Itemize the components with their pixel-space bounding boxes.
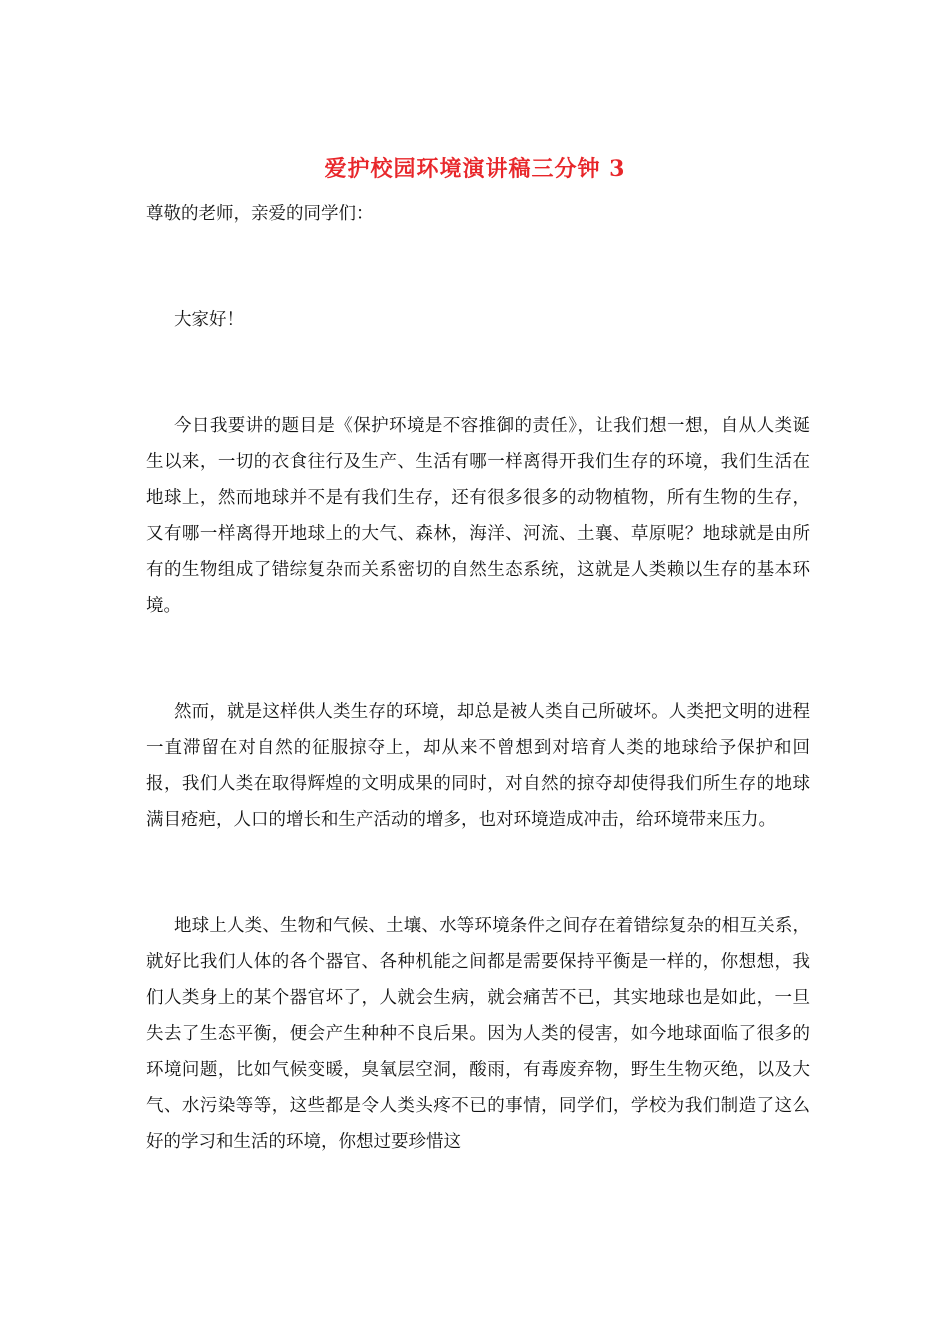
paragraph-greeting: 大家好！ xyxy=(174,310,244,330)
document-title: 爱护校园环境演讲稿三分钟 3 xyxy=(324,156,626,182)
document-body xyxy=(146,196,810,1160)
paragraph-topic: 今日我要讲的题目是《保护环境是不容推御的责任》，让我们想一想，自从人类诞生以来，一切的衣食往行及生产、生活有哪一样离得开我们生存的环境，我们生活在地球上，然而地球并不是有我们生存，还有很多很多的动物植物，所有生物的生存，又有哪一样离得开地球上的大气、森林，海洋、河流、土襄、草原呢？地球就是由所有的生物组成了错综复杂而关系密切的自然生态系统，这就是人类赖以生存的基本环境。 xyxy=(146,416,810,616)
paragraph-balance: 地球上人类、生物和气候、土壤、水等环境条件之间存在着错综复杂的相互关系，就好比我们人体的各个器官、各种机能之间都是需要保持平衡是一样的，你想想，我们人类身上的某个器官坏了，人就会生病，就会痛苦不已，其实地球也是如此，一旦失去了生态平衡，便会产生种种不良后果。因为人类的侵害，如今地球面临了很多的环境问题，比如气候变暖，臭氧层空洞，酸雨，有毒废弃物，野生生物灭绝，以及大气、水污染等等，这些都是令人类头疼不已的事情，同学们，学校为我们制造了这么好的学习和生活的环境，你想过要珍惜这 xyxy=(146,916,810,1152)
paragraph-destruction: 然而，就是这样供人类生存的环境，却总是被人类自己所破坏。人类把文明的进程一直滞留在对自然的征服掠夺上，却从来不曾想到对培育人类的地球给予保护和回报，我们人类在取得辉煌的文明成果的同时，对自然的掠夺却使得我们所生存的地球满目疮疤，人口的增长和生产活动的增多，也对环境造成冲击，给环境带来压力。 xyxy=(146,702,810,830)
salutation: 尊敬的老师，亲爱的同学们： xyxy=(146,204,374,224)
